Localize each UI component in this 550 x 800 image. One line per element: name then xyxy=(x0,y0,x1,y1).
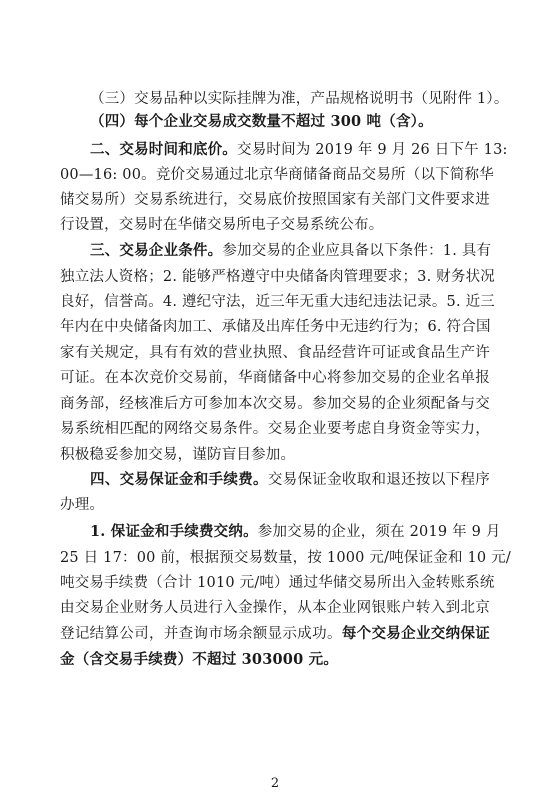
section-heading: 二、交易时间和底价。 xyxy=(90,141,237,158)
text-line xyxy=(60,291,495,313)
emphasis-text: 金（含交易手续费）不超过 303000 元。 xyxy=(60,651,339,668)
text-segment: 吨交易手续费（合计 1010 元/吨）通过华储交易所出入金转账系统 xyxy=(60,575,495,591)
text-line xyxy=(60,367,490,389)
text-line xyxy=(60,444,490,466)
text-line xyxy=(90,469,490,491)
text-line xyxy=(60,572,495,594)
text-line xyxy=(60,418,490,440)
text-line xyxy=(60,164,494,186)
subsection-heading: 1. 保证金和手续费交纳。 xyxy=(90,523,258,540)
emphasis-text: 每个交易企业交纳保证 xyxy=(341,625,490,642)
text-segment: 年内在中央储备肉加工、承储及出库任务中无违约行为；6. 符合国 xyxy=(60,319,491,335)
text-line xyxy=(90,139,508,161)
text-segment: 交易时间为 2019 年 9 月 26 日下午 13: xyxy=(237,142,508,158)
text-segment: 可证。在本次竞价交易前，华商储备中心将参加交易的企业名单报 xyxy=(60,370,490,386)
text-line xyxy=(90,521,501,543)
text-segment: 家有关规定，具有有效的营业执照、食品经营许可证或食品生产许 xyxy=(60,345,490,361)
text-line xyxy=(60,189,490,211)
text-segment: 商务部，经核准后方可参加本次交易。参加交易的企业须配备与交 xyxy=(60,396,490,412)
text-segment: 参加交易的企业，须在 2019 年 9 月 xyxy=(257,524,501,540)
text-segment: （三）交易品种以实际挂牌为准，产品规格说明书（见附件 1）。 xyxy=(90,91,509,107)
text-segment: 行设置，交易时在华储交易所电子交易系统公布。 xyxy=(60,217,384,233)
text-segment: 积极稳妥参加交易，谨防盲目参加。 xyxy=(60,447,296,463)
text-line xyxy=(90,88,509,110)
text-line xyxy=(60,649,490,671)
text-segment: 办理。 xyxy=(60,497,105,513)
text-segment: 参加交易的企业应具备以下条件：1. 具有 xyxy=(222,243,492,259)
text-line xyxy=(90,111,490,133)
text-segment: 25 日 17：00 前，根据预交易数量，按 1000 元/吨保证金和 10 元/ xyxy=(60,550,511,566)
section-heading: 三、交易企业条件。 xyxy=(90,242,223,259)
text-line xyxy=(60,494,490,516)
page-number: 2 xyxy=(270,776,280,791)
text-segment: 交易保证金收取和退还按以下程序 xyxy=(267,472,490,488)
text-line xyxy=(60,214,490,236)
text-line xyxy=(60,266,495,288)
text-line xyxy=(60,316,490,338)
section-heading: 四、交易保证金和手续费。 xyxy=(90,471,268,488)
text-segment: 由交易企业财务人员进行入金操作，从本企业网银账户转入到北京 xyxy=(60,600,490,616)
text-segment: 易系统相匹配的网络交易条件。交易企业要考虑自身资金等实力， xyxy=(60,421,490,437)
text-segment: （四）每个企业交易成交数量不超过 300 吨（含）。 xyxy=(90,113,433,130)
text-line xyxy=(60,597,490,619)
text-segment: 良好，信誉高。4. 遵纪守法，近三年无重大违纪违法记录。5. 近三 xyxy=(60,294,495,310)
text-line xyxy=(60,623,490,645)
text-line xyxy=(60,393,490,415)
text-line xyxy=(90,240,490,262)
text-line xyxy=(60,547,511,569)
text-segment: 储交易所）交易系统进行，交易底价按照国家有关部门文件要求进 xyxy=(60,192,490,208)
text-line xyxy=(60,342,490,364)
text-segment: 00—16: 00。竞价交易通过北京华商储备商品交易所（以下简称华 xyxy=(60,167,494,183)
text-segment: 独立法人资格；2. 能够严格遵守中央储备肉管理要求；3. 财务状况 xyxy=(60,269,495,285)
text-segment: 登记结算公司，并查询市场余额显示成功。 xyxy=(60,626,342,642)
